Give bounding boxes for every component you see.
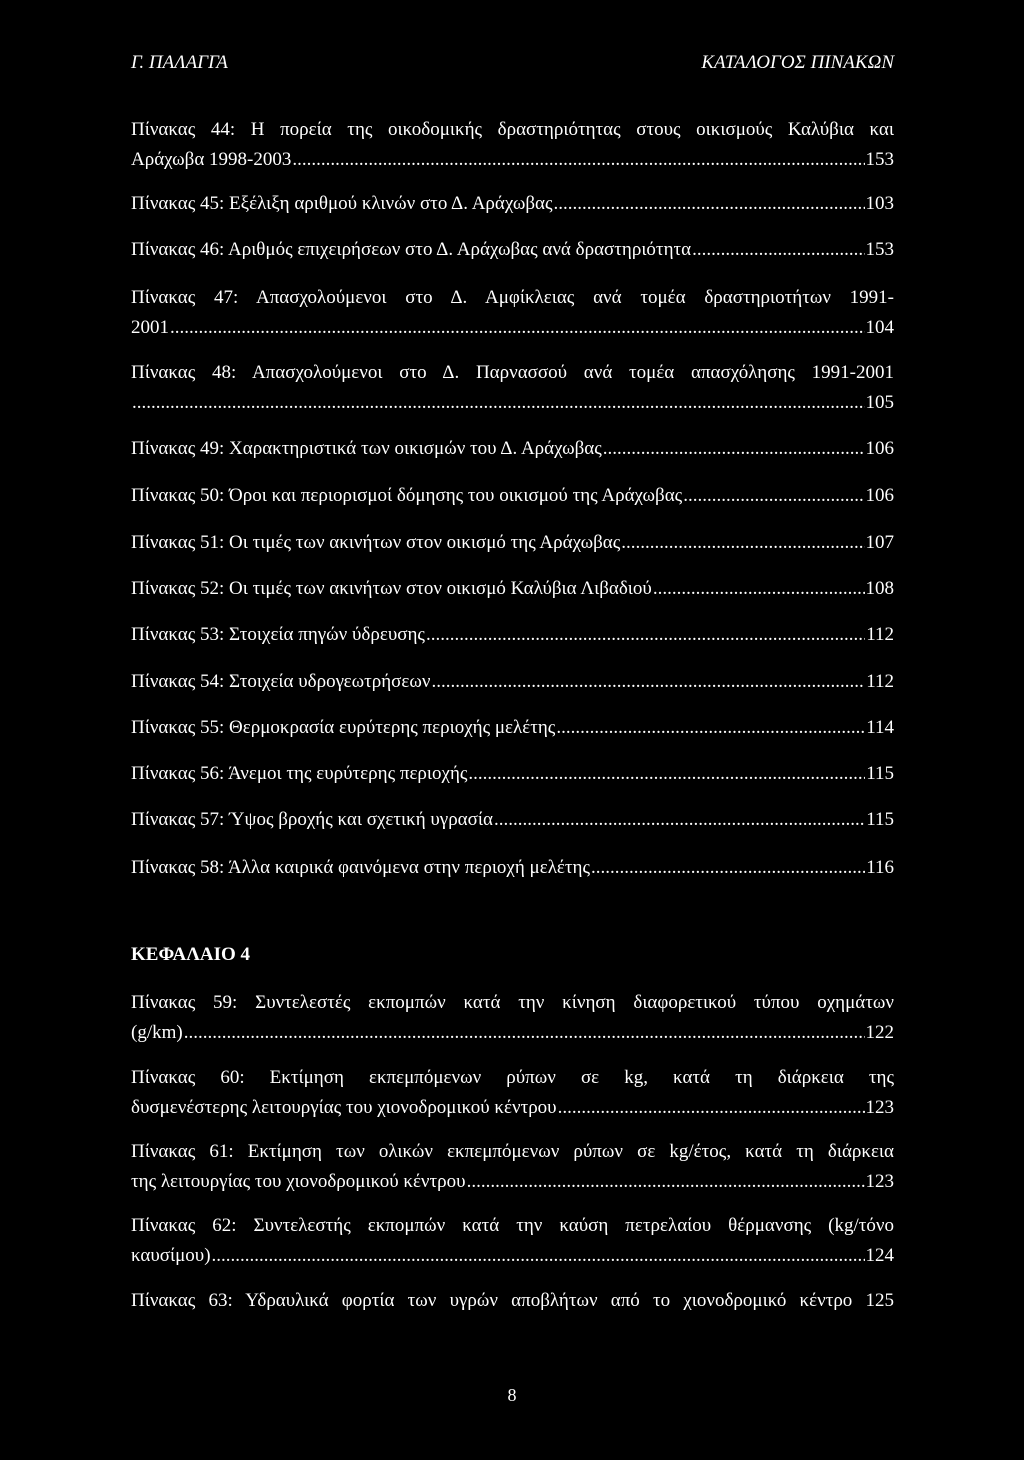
dot-leader xyxy=(558,1096,865,1120)
toc-entry-text: Πίνακας 58: Άλλα καιρικά φαινόμενα στην περιοχή μελέτης xyxy=(131,857,590,878)
dot-leader xyxy=(132,391,865,415)
toc-entry-leader-line xyxy=(131,192,894,216)
toc-entry-63[interactable] xyxy=(131,1289,894,1313)
toc-entry-53[interactable] xyxy=(131,623,894,647)
toc-entry-leader-line xyxy=(131,1170,894,1194)
toc-entry-text: Πίνακας 50: Όροι και περιορισμοί δόμησης του οικισμού της Αράχωβας xyxy=(131,485,683,506)
toc-entry-page: 115 xyxy=(866,809,894,830)
dot-leader xyxy=(683,484,864,508)
toc-entry-continuation: 2001 xyxy=(131,317,169,338)
toc-entry-page: 103 xyxy=(865,193,894,214)
running-header xyxy=(131,52,894,76)
toc-entry-leader-line xyxy=(131,391,894,415)
dot-leader xyxy=(432,670,866,694)
toc-entry-continuation: δυσμενέστερης λειτουργίας του χιονοδρομικού κέντρου xyxy=(131,1097,557,1118)
toc-entry-page: 122 xyxy=(865,1022,894,1043)
toc-entry-62[interactable] xyxy=(131,1214,894,1268)
toc-entry-page: 112 xyxy=(866,671,894,692)
toc-entry-49[interactable] xyxy=(131,437,894,461)
toc-entry-61[interactable] xyxy=(131,1140,894,1194)
toc-entry-leader-line xyxy=(131,856,894,880)
toc-entry-text: Πίνακας 45: Εξέλιξη αριθμού κλινών στο Δ. Αράχωβας xyxy=(131,193,553,214)
dot-leader xyxy=(184,1021,865,1045)
toc-entry-page: 114 xyxy=(866,717,894,738)
toc-entry-text: Πίνακας 57: Ύψος βροχής και σχετική υγρασία xyxy=(131,809,493,830)
toc-entry-text: Πίνακας 47: Απασχολούμενοι στο Δ. Αμφίκλειας ανά τομέα δραστηριοτήτων 1991- xyxy=(131,287,894,308)
toc-entry-51[interactable] xyxy=(131,531,894,555)
toc-entry-page: 153 xyxy=(865,149,894,170)
toc-entry-44[interactable] xyxy=(131,118,894,172)
chapter-heading: ΚΕΦΑΛΑΙΟ 4 xyxy=(131,944,251,965)
toc-entry-text: Πίνακας 51: Οι τιμές των ακινήτων στον οικισμό της Αράχωβας xyxy=(131,532,621,553)
toc-entry-page: 108 xyxy=(865,578,894,599)
toc-entry-leader-line xyxy=(131,716,894,740)
toc-entry-60[interactable] xyxy=(131,1066,894,1120)
page-number: 8 xyxy=(507,1385,517,1405)
toc-entry-55[interactable] xyxy=(131,716,894,740)
dot-leader xyxy=(468,762,865,786)
dot-leader xyxy=(170,316,865,340)
toc-entry-page: 106 xyxy=(865,438,894,459)
toc-entry-page: 153 xyxy=(865,239,894,260)
toc-entry-46[interactable] xyxy=(131,238,894,262)
toc-entry-text: Πίνακας 46: Αριθμός επιχειρήσεων στο Δ. Αράχωβας ανά δραστηριότητα xyxy=(131,239,692,260)
toc-entry-leader-line xyxy=(131,577,894,601)
toc-entry-page: 115 xyxy=(866,763,894,784)
toc-entry-leader-line xyxy=(131,670,894,694)
toc-entry-continuation: καυσίμου) xyxy=(131,1245,211,1266)
toc-entry-leader-line xyxy=(131,1096,894,1120)
toc-entry-50[interactable] xyxy=(131,484,894,508)
toc-entry-page: 104 xyxy=(865,317,894,338)
dot-leader xyxy=(556,716,865,740)
dot-leader xyxy=(603,437,865,461)
toc-entry-text: Πίνακας 44: Η πορεία της οικοδομικής δραστηριότητας στους οικισμούς Καλύβια και xyxy=(131,119,894,140)
toc-entry-text: Πίνακας 48: Απασχολούμενοι στο Δ. Παρνασσού ανά τομέα απασχόλησης 1991-2001 xyxy=(131,362,894,383)
toc-entry-page: 106 xyxy=(865,485,894,506)
toc-entry-leader-line xyxy=(131,148,894,172)
toc-entry-text: Πίνακας 61: Εκτίμηση των ολικών εκπεμπόμενων ρύπων σε kg/έτος, κατά τη διάρκεια xyxy=(131,1141,894,1162)
toc-entry-48[interactable] xyxy=(131,361,894,415)
dot-leader xyxy=(426,623,865,647)
toc-entry-text: Πίνακας 52: Οι τιμές των ακινήτων στον οικισμό Καλύβια Λιβαδιού xyxy=(131,578,652,599)
toc-entry-58[interactable] xyxy=(131,856,894,880)
toc-entry-text: Πίνακας 59: Συντελεστές εκπομπών κατά την κίνηση διαφορετικού τύπου οχημάτων xyxy=(131,992,894,1013)
toc-entry-text: Πίνακας 49: Χαρακτηριστικά των οικισμών του Δ. Αράχωβας xyxy=(131,438,602,459)
toc-entry-text: Πίνακας 55: Θερμοκρασία ευρύτερης περιοχής μελέτης xyxy=(131,717,556,738)
toc-entry-page: 116 xyxy=(866,857,894,878)
toc-entry-leader-line xyxy=(131,1244,894,1268)
toc-entry-text: Πίνακας 56: Άνεμοι της ευρύτερης περιοχής xyxy=(131,763,468,784)
dot-leader xyxy=(212,1244,865,1268)
toc-entry-text: Πίνακας 53: Στοιχεία πηγών ύδρευσης xyxy=(131,624,425,645)
dot-leader xyxy=(494,808,865,832)
toc-entry-page: 124 xyxy=(865,1245,894,1266)
toc-entry-text: Πίνακας 63: Υδραυλικά φορτία των υγρών αποβλήτων από το χιονοδρομικό κέντρο 125 xyxy=(131,1290,894,1311)
dot-leader xyxy=(653,577,865,601)
toc-entry-text: Πίνακας 62: Συντελεστής εκπομπών κατά την καύση πετρελαίου θέρμανσης (kg/τόνο xyxy=(131,1215,894,1236)
toc-entry-page: 123 xyxy=(865,1097,894,1118)
toc-entry-59[interactable] xyxy=(131,991,894,1045)
toc-entry-leader-line xyxy=(131,762,894,786)
toc-entry-continuation: της λειτουργίας του χιονοδρομικού κέντρου xyxy=(131,1171,466,1192)
toc-entry-continuation: (g/km) xyxy=(131,1022,183,1043)
toc-entry-page: 123 xyxy=(865,1171,894,1192)
toc-entry-52[interactable] xyxy=(131,577,894,601)
toc-entry-leader-line xyxy=(131,316,894,340)
dot-leader xyxy=(292,148,864,172)
dot-leader xyxy=(554,192,865,216)
toc-entry-leader-line xyxy=(131,623,894,647)
toc-entry-leader-line xyxy=(131,238,894,262)
dot-leader xyxy=(591,856,865,880)
dot-leader xyxy=(621,531,864,555)
toc-entry-57[interactable] xyxy=(131,808,894,832)
toc-entry-leader-line xyxy=(131,808,894,832)
toc-entry-leader-line xyxy=(131,437,894,461)
toc-entry-continuation: Αράχωβα 1998-2003 xyxy=(131,149,292,170)
dot-leader xyxy=(692,238,864,262)
toc-entry-page: 107 xyxy=(865,532,894,553)
toc-entry-page: 112 xyxy=(866,624,894,645)
toc-entry-47[interactable] xyxy=(131,286,894,340)
toc-entry-text: Πίνακας 60: Εκτίμηση εκπεμπόμενων ρύπων σε kg, κατά τη διάρκεια της xyxy=(131,1067,894,1088)
toc-entry-text: Πίνακας 54: Στοιχεία υδρογεωτρήσεων xyxy=(131,671,431,692)
header-author: Γ. ΠΑΛΑΓΓΑ xyxy=(131,52,228,73)
toc-entry-56[interactable] xyxy=(131,762,894,786)
toc-entry-page: 105 xyxy=(865,392,894,413)
header-section-title: ΚΑΤΑΛΟΓΟΣ ΠΙΝΑΚΩΝ xyxy=(701,52,894,73)
toc-entry-leader-line xyxy=(131,1021,894,1045)
toc-entry-45[interactable] xyxy=(131,192,894,216)
dot-leader xyxy=(467,1170,865,1194)
toc-entry-54[interactable] xyxy=(131,670,894,694)
toc-entry-leader-line xyxy=(131,531,894,555)
toc-entry-leader-line xyxy=(131,484,894,508)
